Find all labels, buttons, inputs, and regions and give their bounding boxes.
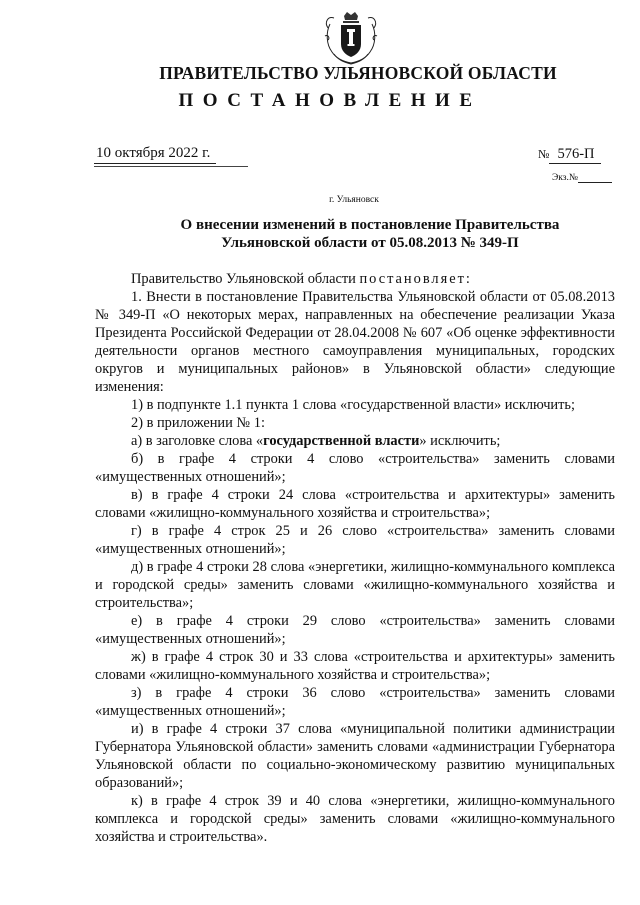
subitem-zh: ж) в графе 4 строк 30 и 33 слова «строительства и архитектуры» заменить словами «жилищно-коммунального хозяйства и строительства»; — [95, 649, 615, 683]
subitem-v: в) в графе 4 строки 24 слова «строительства и архитектуры» заменить словами «жилищно-коммунального хозяйства и строительства»; — [95, 487, 615, 521]
copy-number — [552, 173, 612, 183]
subitem-b: б) в графе 4 строки 4 слово «строительства» заменить словами «имущественных отношений»; — [95, 451, 615, 485]
date-underline-long — [94, 166, 248, 167]
subitem-a-bold: государственной власти — [263, 433, 420, 449]
subitem-g: г) в графе 4 строк 25 и 26 слово «строительства» заменить словами «имущественных отношений»; — [95, 523, 615, 557]
date-underline — [94, 163, 216, 164]
preamble: Правительство Ульяновской области постановляет: — [131, 271, 472, 287]
subitem-k: к) в графе 4 строк 39 и 40 слова «энергетики, жилищно-коммунального комплекса и городской среды» заменить словами «жилищно-коммунального хозяйства и строительства». — [95, 793, 615, 845]
subitem-d: д) в графе 4 строки 28 слова «энергетики, жилищно-коммунального комплекса и городской среды» заменить словами «жилищно-коммунального хозяйства и строительства»; — [95, 559, 615, 611]
coat-of-arms-icon — [322, 10, 380, 66]
preamble-keyword: постановляет: — [359, 271, 472, 287]
document-kind: ПОСТАНОВЛЕНИЕ — [178, 90, 482, 111]
item-1-1: 1) в подпункте 1.1 пункта 1 слова «государственной власти» исключить; — [131, 397, 575, 413]
subitem-e: е) в графе 4 строки 29 слово «строительства» заменить словами «имущественных отношений»; — [95, 613, 615, 647]
subject-line: Ульяновской области от 05.08.2013 № 349-П — [221, 235, 519, 251]
government-title: ПРАВИТЕЛЬСТВО УЛЬЯНОВСКОЙ ОБЛАСТИ — [159, 63, 557, 83]
document-number — [538, 146, 601, 164]
subitem-i: и) в графе 4 строки 37 слова «муниципальной политики администрации Губернатора Ульяновской области» заменить словами «администрации Губернатора Ульяновской области по социально-экономическому развитию муниципальных образований»; — [95, 721, 615, 791]
document-subject — [160, 216, 580, 252]
item-1: 1. Внести в постановление Правительства Ульяновской области от 05.08.2013 № 349-П «О некоторых мерах, направленных на обеспечение реализации Указа Президента Российской Федерации от 28.04.2008 № 607 «Об оценке эффективности деятельности органов местного самоуправления муниципальных, городских округов и муниципальных районов» в Ульяновской области» следующие изменения: — [95, 289, 615, 395]
item-1-2: 2) в приложении № 1: — [131, 415, 265, 431]
subject-line: О внесении изменений в постановление Правительства — [180, 217, 560, 233]
document-date: 10 октября 2022 г. — [96, 145, 211, 161]
subitem-z: з) в графе 4 строки 36 слово «строительства» заменить словами «имущественных отношений»; — [95, 685, 615, 719]
number-value: 576-П — [549, 146, 601, 164]
number-sign: № — [538, 147, 550, 161]
city: г. Ульяновск — [329, 195, 379, 205]
copy-label: Экз.№ — [552, 173, 578, 183]
subitem-a: а) в заголовке слова «государственной власти» исключить; — [131, 433, 501, 449]
copy-blank — [578, 182, 612, 183]
document-body — [95, 270, 615, 846]
